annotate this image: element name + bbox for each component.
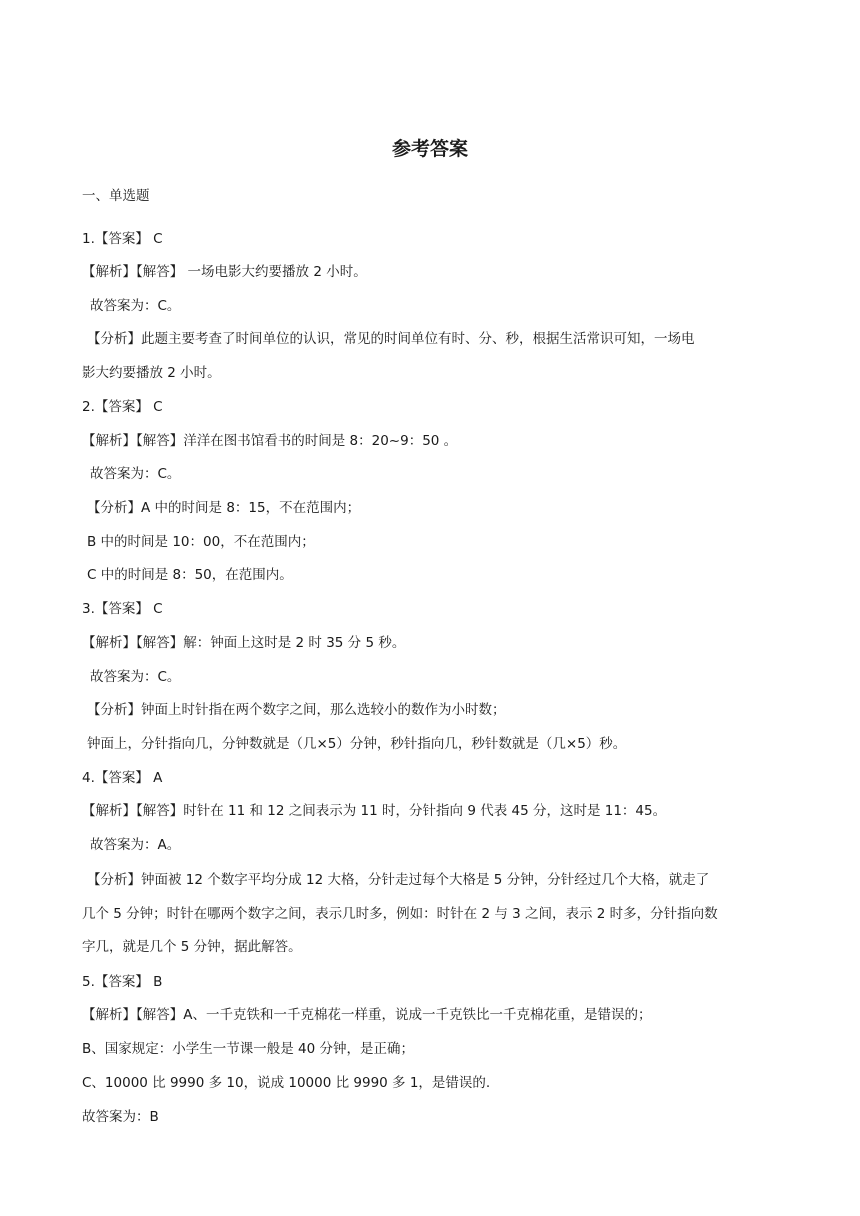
answer-5-conclusion: 故答案为：B: [82, 1109, 159, 1125]
answer-4-analysis: 【分析】钟面被 12 个数字平均分成 12 大格，分针走过每个大格是 5 分钟，分针经过几个大格，就走了: [87, 872, 710, 888]
answer-5-point-b: B、国家规定：小学生一节课一般是 40 分钟，是正确；: [82, 1041, 415, 1057]
answer-5-key: 5.【答案】 B: [82, 974, 163, 990]
answer-3-analysis-cont: 钟面上，分针指向几，分钟数就是（几×5）分钟，秒针指向几，秒针数就是（几×5）秒。: [87, 736, 627, 752]
answer-2-analysis-c: C 中的时间是 8：50，在范围内。: [87, 567, 293, 583]
answer-4-explanation: 【解析】【解答】时针在 11 和 12 之间表示为 11 时，分针指向 9 代表 45 分，这时是 11：45。: [82, 803, 667, 819]
answer-4-key: 4.【答案】 A: [82, 770, 163, 786]
answer-3-analysis: 【分析】钟面上时针指在两个数字之间，那么选较小的数作为小时数；: [87, 702, 506, 718]
answer-3-conclusion: 故答案为：C。: [90, 669, 181, 685]
answer-2-analysis: 【分析】A 中的时间是 8：15，不在范围内；: [87, 500, 361, 516]
answer-2-explanation: 【解析】【解答】洋洋在图书馆看书的时间是 8：20~9：50 。: [82, 433, 458, 449]
answer-2-analysis-b: B 中的时间是 10：00，不在范围内；: [87, 534, 315, 550]
answer-3-explanation: 【解析】【解答】解：钟面上这时是 2 时 35 分 5 秒。: [82, 635, 406, 651]
answer-5-point-c: C、10000 比 9990 多 10，说成 10000 比 9990 多 1，是错误的.: [82, 1075, 491, 1091]
answer-4-analysis-cont-2: 字几，就是几个 5 分钟，据此解答。: [82, 939, 302, 955]
answer-1-explanation: 【解析】【解答】 一场电影大约要播放 2 小时。: [82, 264, 367, 280]
answer-1-conclusion: 故答案为：C。: [90, 298, 181, 314]
answer-1-analysis-cont: 影大约要播放 2 小时。: [82, 365, 221, 381]
answer-4-conclusion: 故答案为：A。: [90, 837, 181, 853]
section-heading: 一、单选题: [82, 188, 150, 204]
answer-2-key: 2.【答案】 C: [82, 399, 163, 415]
answer-3-key: 3.【答案】 C: [82, 601, 163, 617]
page-title: 参考答案: [391, 138, 468, 160]
answer-5-explanation: 【解析】【解答】A、一千克铁和一千克棉花一样重，说成一千克铁比一千克棉花重，是错误的；: [82, 1007, 652, 1023]
answer-1-key: 1.【答案】 C: [82, 231, 163, 247]
answer-2-conclusion: 故答案为：C。: [90, 466, 181, 482]
answer-1-analysis: 【分析】此题主要考查了时间单位的认识，常见的时间单位有时、分、秒，根据生活常识可知，一场电: [87, 331, 695, 347]
answer-4-analysis-cont-1: 几个 5 分钟；时针在哪两个数字之间，表示几时多，例如：时针在 2 与 3 之间，表示 2 时多，分针指向数: [82, 906, 718, 922]
